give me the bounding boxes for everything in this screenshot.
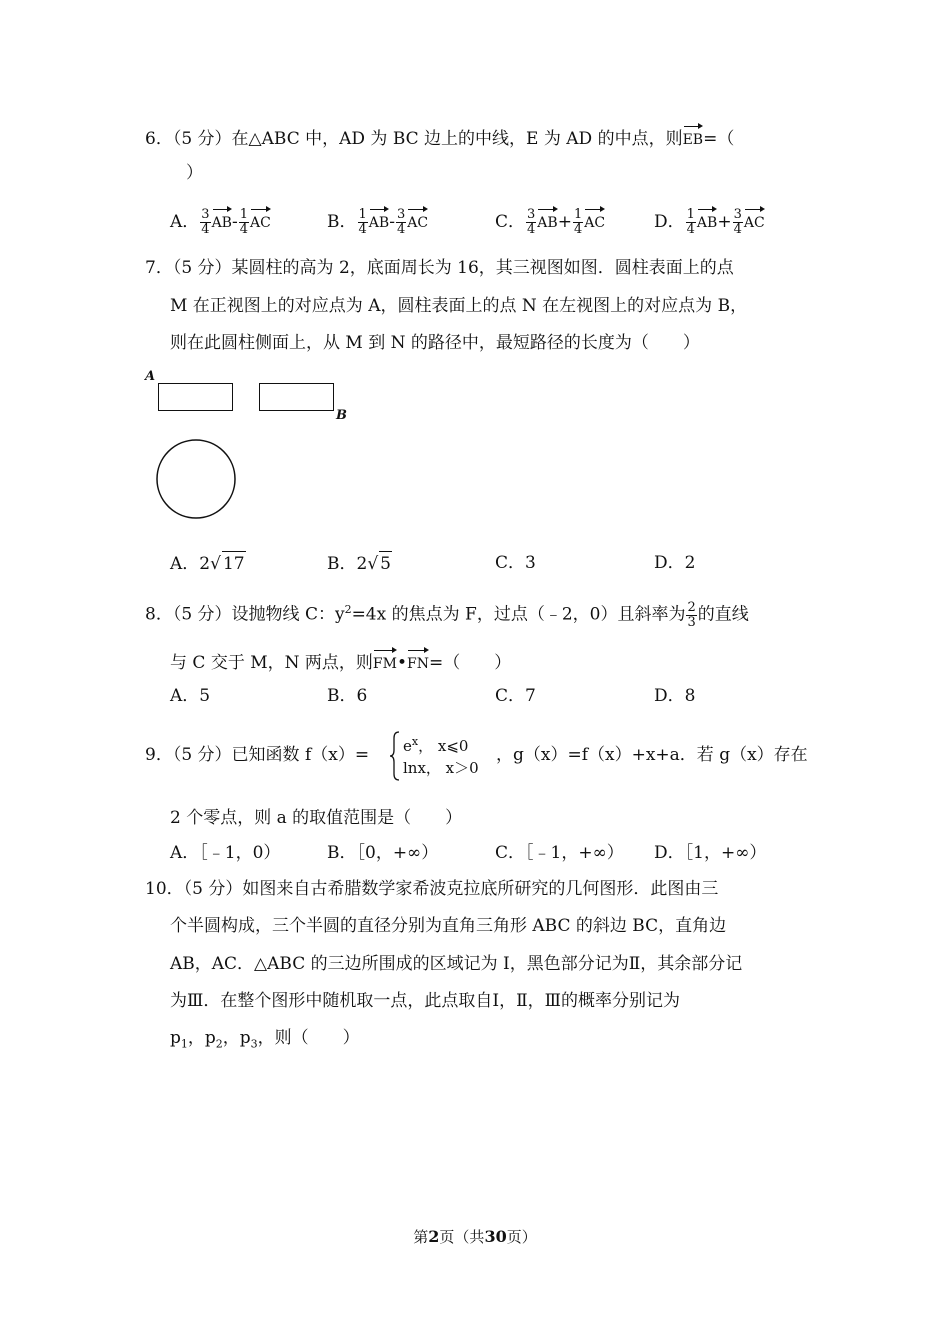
sqrt-symbol: √: [367, 554, 379, 574]
q10-line3: AB，AC．△ABC 的三边所围成的区域记为 I，黑色部分记为Ⅱ，其余部分记: [170, 954, 743, 974]
q9-option-b[interactable]: B．［0，+∞）: [327, 843, 439, 863]
q8-option-a[interactable]: A．5: [170, 686, 211, 706]
q9-line1-rest: ，g（x）=f（x）+x+a．若 g（x）存在: [496, 745, 808, 765]
piece-case-2: lnx， x＞0: [403, 759, 479, 777]
q6-option-b[interactable]: B． $\frac{1}{4}$ AB- $\frac{3}{4}$ AC: [327, 207, 429, 237]
q6-line2: ）: [186, 163, 203, 183]
front-view-rect: [158, 383, 233, 411]
slope-fraction: $\frac{2}{3}$: [687, 599, 696, 630]
q10-line2: 个半圆构成，三个半圆的直径分别为直角三角形 ABC 的斜边 BC，直角边: [170, 916, 727, 936]
vector-eb: EB: [683, 124, 704, 152]
q9-line1: 9．（5 分）已知函数 f（x）=: [145, 745, 370, 765]
q9-option-c[interactable]: C．［﹣1，+∞）: [495, 843, 624, 863]
page-footer: 第2页（共30页）: [413, 1227, 537, 1246]
q9-line2: 2 个零点，则 a 的取值范围是（ ）: [170, 808, 463, 828]
q10-line5: $p_1$，$p_2$，$p_3$，则（ ）: [170, 1028, 360, 1051]
q7-line3: 则在此圆柱侧面上，从 M 到 N 的路径中，最短路径的长度为（ ）: [170, 333, 700, 353]
q7-option-b[interactable]: B．2√ 5: [327, 551, 392, 576]
vector-fn: FN: [407, 648, 429, 676]
q7-option-c[interactable]: C．3: [495, 553, 536, 573]
piecewise-cases: [403, 731, 479, 779]
total-pages: 30: [484, 1227, 507, 1246]
q7-option-a[interactable]: A．2√ 17: [170, 551, 246, 576]
q9-option-d[interactable]: D．［1，+∞）: [654, 843, 767, 863]
q6-option-d[interactable]: D． $\frac{1}{4}$ AB+ $\frac{3}{4}$ AC: [654, 207, 765, 237]
side-view-rect: [259, 383, 334, 411]
q8-option-b[interactable]: B．6: [327, 686, 368, 706]
q8-option-c[interactable]: C．7: [495, 686, 536, 706]
q8-line1: 8．（5 分）设抛物线 C：$y^2=4x$ 的焦点为 F，过点（﹣2，0）且斜率为 $\frac{2}{3}$ 的直线: [145, 599, 749, 630]
q8-option-d[interactable]: D．8: [654, 686, 696, 706]
figure-label-a: A: [145, 369, 156, 384]
q10-line1: 10．（5 分）如图来自古希腊数学家希波克拉底所研究的几何图形．此图由三: [145, 879, 719, 899]
q7-option-d[interactable]: D．2: [654, 553, 696, 573]
fraction: $\frac{3}{4}$: [201, 207, 210, 237]
vector-fm: FM: [373, 648, 397, 676]
top-view-circle: [154, 437, 238, 521]
q6-option-a[interactable]: A． $\frac{3}{4}$ AB- $\frac{1}{4}$ AC: [170, 207, 271, 237]
q9-option-a[interactable]: A．［﹣1，0）: [170, 843, 281, 863]
piecewise-brace: [389, 730, 401, 782]
sqrt-symbol: √: [210, 554, 221, 574]
piece-case-1: $e^x$， x⩽0: [403, 735, 469, 755]
q6-option-c[interactable]: C． $\frac{3}{4}$ AB+ $\frac{1}{4}$ AC: [495, 207, 606, 237]
figure-label-b: B: [336, 408, 347, 423]
q8-line2: 与 C 交于 M，N 两点，则FM•FN=（ ）: [170, 648, 511, 676]
q6-line1: 6．（5 分）在△ABC 中，AD 为 BC 边上的中线，E 为 AD 的中点，则EB=（: [145, 124, 734, 152]
q10-line4: 为Ⅲ．在整个图形中随机取一点，此点取自Ⅰ，Ⅱ，Ⅲ的概率分别记为: [170, 991, 681, 1011]
q7-line1: 7．（5 分）某圆柱的高为 2，底面周长为 16，其三视图如图．圆柱表面上的点: [145, 258, 734, 278]
q7-line2: M 在正视图上的对应点为 A，圆柱表面上的点 N 在左视图上的对应点为 B，: [170, 296, 748, 316]
page-number: 2: [428, 1227, 440, 1246]
